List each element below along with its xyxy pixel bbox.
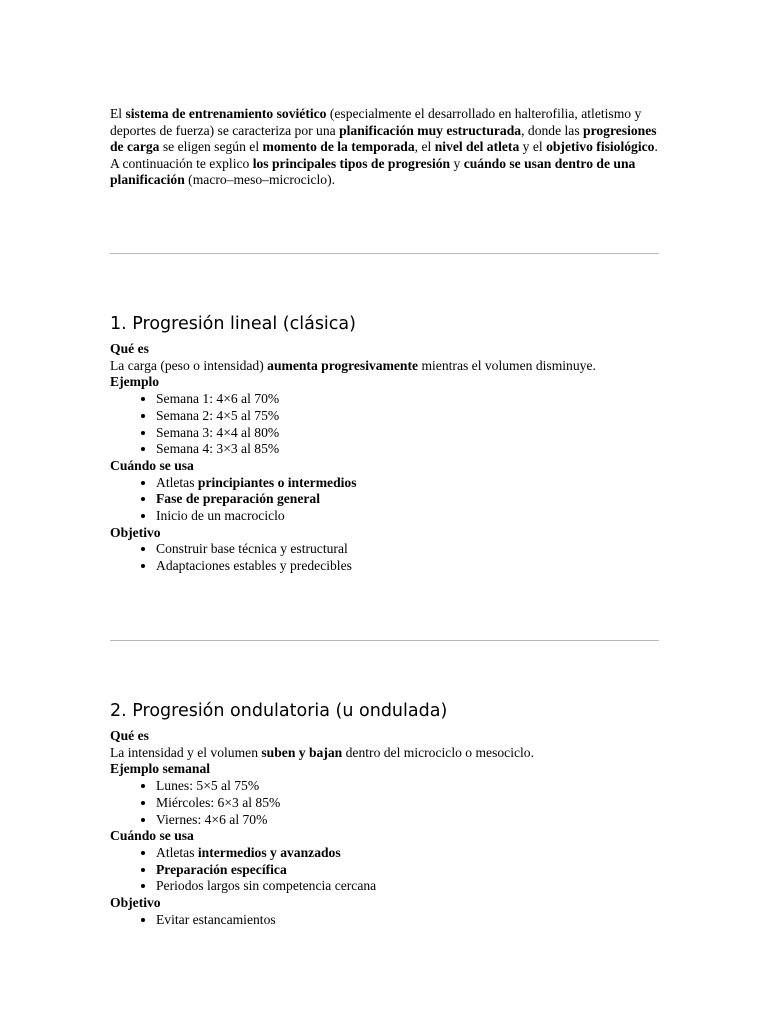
list-item [156,425,660,442]
que-es-text [110,358,660,375]
section-body [110,341,660,575]
objetivo-list [110,912,660,929]
text-run: Lunes: 5×5 al 75% [156,778,260,794]
cuando-list [110,845,660,895]
text-run: Evitar estancamientos [156,911,276,927]
bold-text: principiantes o intermedios [197,474,357,490]
intro-continuation-text [110,156,660,189]
bold-text: planificación muy estructurada [339,122,522,138]
text-run: . [654,139,658,155]
list-item [156,812,660,829]
list-item [156,795,660,812]
section-heading: 2. Progresión ondulatoria (u ondulada) [110,701,448,721]
text-run: (macro–meso–microciclo). [184,172,336,188]
list-item [156,778,660,795]
bold-text: nivel del atleta [434,139,520,155]
bold-text: sistema de entrenamiento soviético [125,106,327,121]
text-run: , donde las [521,122,584,138]
bold-text: Preparación específica [156,861,287,877]
cuando-label: Cuándo se usa [110,828,194,844]
ejemplo-label: Ejemplo semanal [110,761,211,777]
text-run: y [450,155,464,171]
ejemplo-list [110,778,660,828]
text-run: El [110,106,126,121]
bold-text: los principales tipos de progresión [252,155,451,171]
horizontal-rule [110,640,659,641]
list-item [156,541,660,558]
list-item [156,408,660,425]
text-run: La carga (peso o intensidad) [110,357,268,373]
list-item [156,558,660,575]
text-run: A continuación te explico [110,155,253,171]
list-item [156,862,660,879]
list-item [156,912,660,929]
text-run: (especialmente el desarrollado en halterofilia, atletismo y deportes de fuerza) se caracteriza por una [110,106,642,138]
objetivo-label: Objetivo [110,524,161,540]
text-run: Semana 1: 4×6 al 70% [156,391,280,407]
ejemplo-list [110,391,660,458]
text-run: mientras el volumen disminuye. [418,357,596,373]
list-item [156,475,660,492]
section-heading: 1. Progresión lineal (clásica) [110,314,356,334]
bold-text: cuándo se usan dentro de una planificación [110,155,636,188]
text-run: Adaptaciones estables y predecibles [156,558,352,574]
list-item [156,508,660,525]
text-run: Semana 2: 4×5 al 75% [156,407,280,423]
text-run: Construir base técnica y estructural [156,541,348,557]
section-undulating-progression [110,700,660,928]
bold-text: progresiones de carga [110,122,657,155]
bold-text: aumenta progresivamente [267,357,419,373]
list-item [156,845,660,862]
objetivo-list [110,541,660,574]
list-item [156,878,660,895]
text-run: , el [414,139,435,155]
text-run: Semana 4: 3×3 al 85% [156,441,280,457]
text-run: Viernes: 4×6 al 70% [156,811,268,827]
bold-text: objetivo fisiológico [546,139,655,155]
cuando-label: Cuándo se usa [110,457,194,473]
intro-text [110,106,660,156]
section-linear-progression [110,313,660,575]
ejemplo-label: Ejemplo [110,374,160,390]
bold-text: momento de la temporada [262,139,415,155]
section-body [110,728,660,928]
text-run: se eligen según el [159,139,263,155]
cuando-list [110,475,660,525]
list-item [156,441,660,458]
text-run: Periodos largos sin competencia cercana [156,878,377,894]
text-run: Inicio de un macrociclo [156,508,285,524]
bold-text: Fase de preparación general [156,491,320,507]
text-run: y el [519,139,547,155]
intro-paragraph [110,106,660,189]
que-es-text [110,745,660,762]
que-es-label: Qué es [110,728,149,743]
list-item [156,391,660,408]
text-run: dentro del microciclo o mesociclo. [342,744,534,760]
horizontal-rule [110,253,659,254]
bold-text: suben y bajan [261,744,343,760]
list-item [156,491,660,508]
text-run: Atletas [156,474,198,490]
objetivo-label: Objetivo [110,895,161,911]
text-run: La intensidad y el volumen [110,744,262,760]
que-es-label: Qué es [110,341,149,356]
bold-text: intermedios y avanzados [197,844,341,860]
text-run: Semana 3: 4×4 al 80% [156,424,280,440]
text-run: Miércoles: 6×3 al 85% [156,794,281,810]
text-run: Atletas [156,844,198,860]
